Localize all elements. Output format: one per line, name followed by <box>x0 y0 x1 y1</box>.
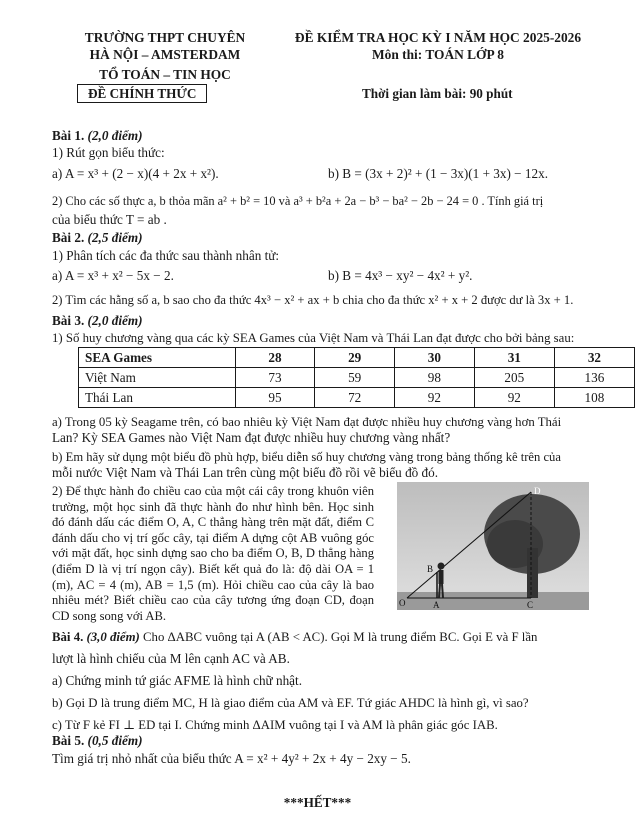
label-b: B <box>427 564 434 574</box>
bai3-heading-row <box>52 313 142 329</box>
table-cell: 108 <box>554 388 634 408</box>
tree-measurement-figure <box>397 482 589 610</box>
table-cell: 92 <box>395 388 475 408</box>
bai3-qb-line2: mỗi nước Việt Nam và Thái Lan trên cùng một biểu đồ rồi vẽ biểu đồ đó. <box>52 465 439 480</box>
bai5-points: (0,5 điểm) <box>87 733 143 748</box>
table-cell: Việt Nam <box>79 368 236 388</box>
sea-games-table <box>78 347 635 408</box>
bai1-q1: 1) Rút gọn biểu thức: <box>52 145 165 160</box>
table-header-cell: 30 <box>395 348 475 368</box>
exam-duration: Thời gian làm bài: 90 phút <box>362 86 513 101</box>
bai1-q1a: a) A = x³ + (2 − x)(4 + 2x + x²). <box>52 166 219 181</box>
bai2-q1: 1) Phân tích các đa thức sau thành nhân tử: <box>52 248 280 263</box>
exam-subject: Môn thi: TOÁN LỚP 8 <box>372 47 504 62</box>
table-cell: 72 <box>315 388 395 408</box>
bai2-points: (2,5 điểm) <box>87 230 143 245</box>
table-row <box>79 388 635 408</box>
bai5-text: Tìm giá trị nhỏ nhất của biểu thức A = x² + 4y² + 2x + 4y − 2xy − 5. <box>52 751 411 766</box>
table-cell: 73 <box>235 368 315 388</box>
department-name: TỔ TOÁN – TIN HỌC <box>99 67 231 82</box>
ground <box>397 592 589 610</box>
bai3-qb-line1: b) Em hãy sử dụng một biểu đồ phù hợp, biểu diễn số huy chương vàng trong bảng thống kê trên của <box>52 450 561 464</box>
bai4-line2: lượt là hình chiếu của M lên cạnh AC và AB. <box>52 651 290 666</box>
bai4-points: (3,0 điểm) <box>86 630 140 644</box>
bai5-heading-row <box>52 733 142 749</box>
bai2-heading-row <box>52 230 142 246</box>
bai1-q2-line2: của biểu thức T = ab . <box>52 212 167 227</box>
table-header-cell: 31 <box>474 348 554 368</box>
label-o: O <box>399 598 406 608</box>
bai2-heading: Bài 2. <box>52 230 85 245</box>
school-name-line2: HÀ NỘI – AMSTERDAM <box>89 47 241 62</box>
bai3-q2-text: 2) Để thực hành đo chiều cao của một cái cây trong khuôn viên trường, một học sinh đã thực hành đo như hình bên. Học sinh đó đánh dấu các điểm O, A, C thẳng hàng trên mặt đất, điểm C đánh dấu cho vị trí gốc cây, tại điểm A dựng cột AB vuông góc với mặt đất, học sinh dựng sao cho ba điểm O, B, D thẳng hàng (điểm D là vị trí ngọn cây). Biết kết quả đo là: độ dài OA = 1 (m), AC = 4 (m), AB = 1,5 (m). Hỏi chiều cao của cây là bao nhiêu mét? Biết chiều cao của cây tương ứng đoạn CD, đoạn CD song song với AB. <box>52 484 374 623</box>
bai1-points: (2,0 điểm) <box>87 128 143 143</box>
bai2-q2: 2) Tìm các hằng số a, b sao cho đa thức 4x³ − x² + ax + b chia cho đa thức x² + x + 2 được dư là 3x + 1. <box>52 293 574 307</box>
bai4-qa: a) Chứng minh tứ giác AFME là hình chữ nhật. <box>52 673 302 688</box>
exam-title: ĐỀ KIỂM TRA HỌC KỲ I NĂM HỌC 2025-2026 <box>294 30 582 45</box>
bai4-qb: b) Gọi D là trung điểm MC, H là giao điểm của AM và EF. Tứ giác AHDC là hình gì, vì sao? <box>52 696 529 710</box>
bai1-heading-row <box>52 128 142 144</box>
table-cell: 98 <box>395 368 475 388</box>
bai3-qa-line2: Lan? Kỳ SEA Games nào Việt Nam đạt được nhiều huy chương vàng nhất? <box>52 430 451 445</box>
table-cell: 59 <box>315 368 395 388</box>
official-badge-wrap <box>77 86 207 102</box>
bai5-heading: Bài 5. <box>52 733 85 748</box>
bai4-line1: Cho ΔABC vuông tại A (AB < AC). Gọi M là trung điểm BC. Gọi E và F lần <box>143 630 538 644</box>
bai3-qa-line1: a) Trong 05 kỳ Seagame trên, có bao nhiêu kỳ Việt Nam đạt được nhiều huy chương vàng hơn Thái <box>52 415 562 429</box>
label-a: A <box>433 600 440 610</box>
bai1-q1b: b) B = (3x + 2)² + (1 − 3x)(1 + 3x) − 12x. <box>328 166 548 181</box>
table-cell: 95 <box>235 388 315 408</box>
table-header-cell: 32 <box>554 348 634 368</box>
table-cell: 92 <box>474 388 554 408</box>
bai2-q1b: b) B = 4x³ − xy² − 4x² + y². <box>328 268 473 283</box>
bai1-q2-line1: 2) Cho các số thực a, b thỏa mãn a² + b² = 10 và a³ + b²a + 2a − b³ − ba² − 2b − 24 = 0 . Tính giá trị <box>52 194 544 208</box>
table-cell: Thái Lan <box>79 388 236 408</box>
bai3-q1: 1) Số huy chương vàng qua các kỳ SEA Games của Việt Nam và Thái Lan đạt được cho bởi bảng sau: <box>52 331 575 345</box>
official-badge: ĐỀ CHÍNH THỨC <box>77 84 207 103</box>
table-row <box>79 368 635 388</box>
school-name-line1: TRƯỜNG THPT CHUYÊN <box>84 30 246 45</box>
label-d: D <box>534 486 541 496</box>
table-header-cell: SEA Games <box>79 348 236 368</box>
bai1-heading: Bài 1. <box>52 128 85 143</box>
table-header-cell: 28 <box>235 348 315 368</box>
bai2-q1a: a) A = x³ + x² − 5x − 2. <box>52 268 174 283</box>
bai3-points: (2,0 điểm) <box>87 313 143 328</box>
table-header-cell: 29 <box>315 348 395 368</box>
bai4-heading: Bài 4. <box>52 630 84 644</box>
table-cell: 136 <box>554 368 634 388</box>
bai4-qc: c) Từ F kẻ FI ⊥ ED tại I. Chứng minh ΔAIM vuông tại I và AM là phân giác góc IAB. <box>52 718 498 732</box>
end-marker: ***HẾT*** <box>283 795 352 810</box>
table-cell: 205 <box>474 368 554 388</box>
label-c: C <box>527 600 534 610</box>
table-header-row <box>79 348 635 368</box>
tree-trunk <box>527 548 538 598</box>
bai3-heading: Bài 3. <box>52 313 85 328</box>
bai4-heading-row <box>52 629 537 645</box>
